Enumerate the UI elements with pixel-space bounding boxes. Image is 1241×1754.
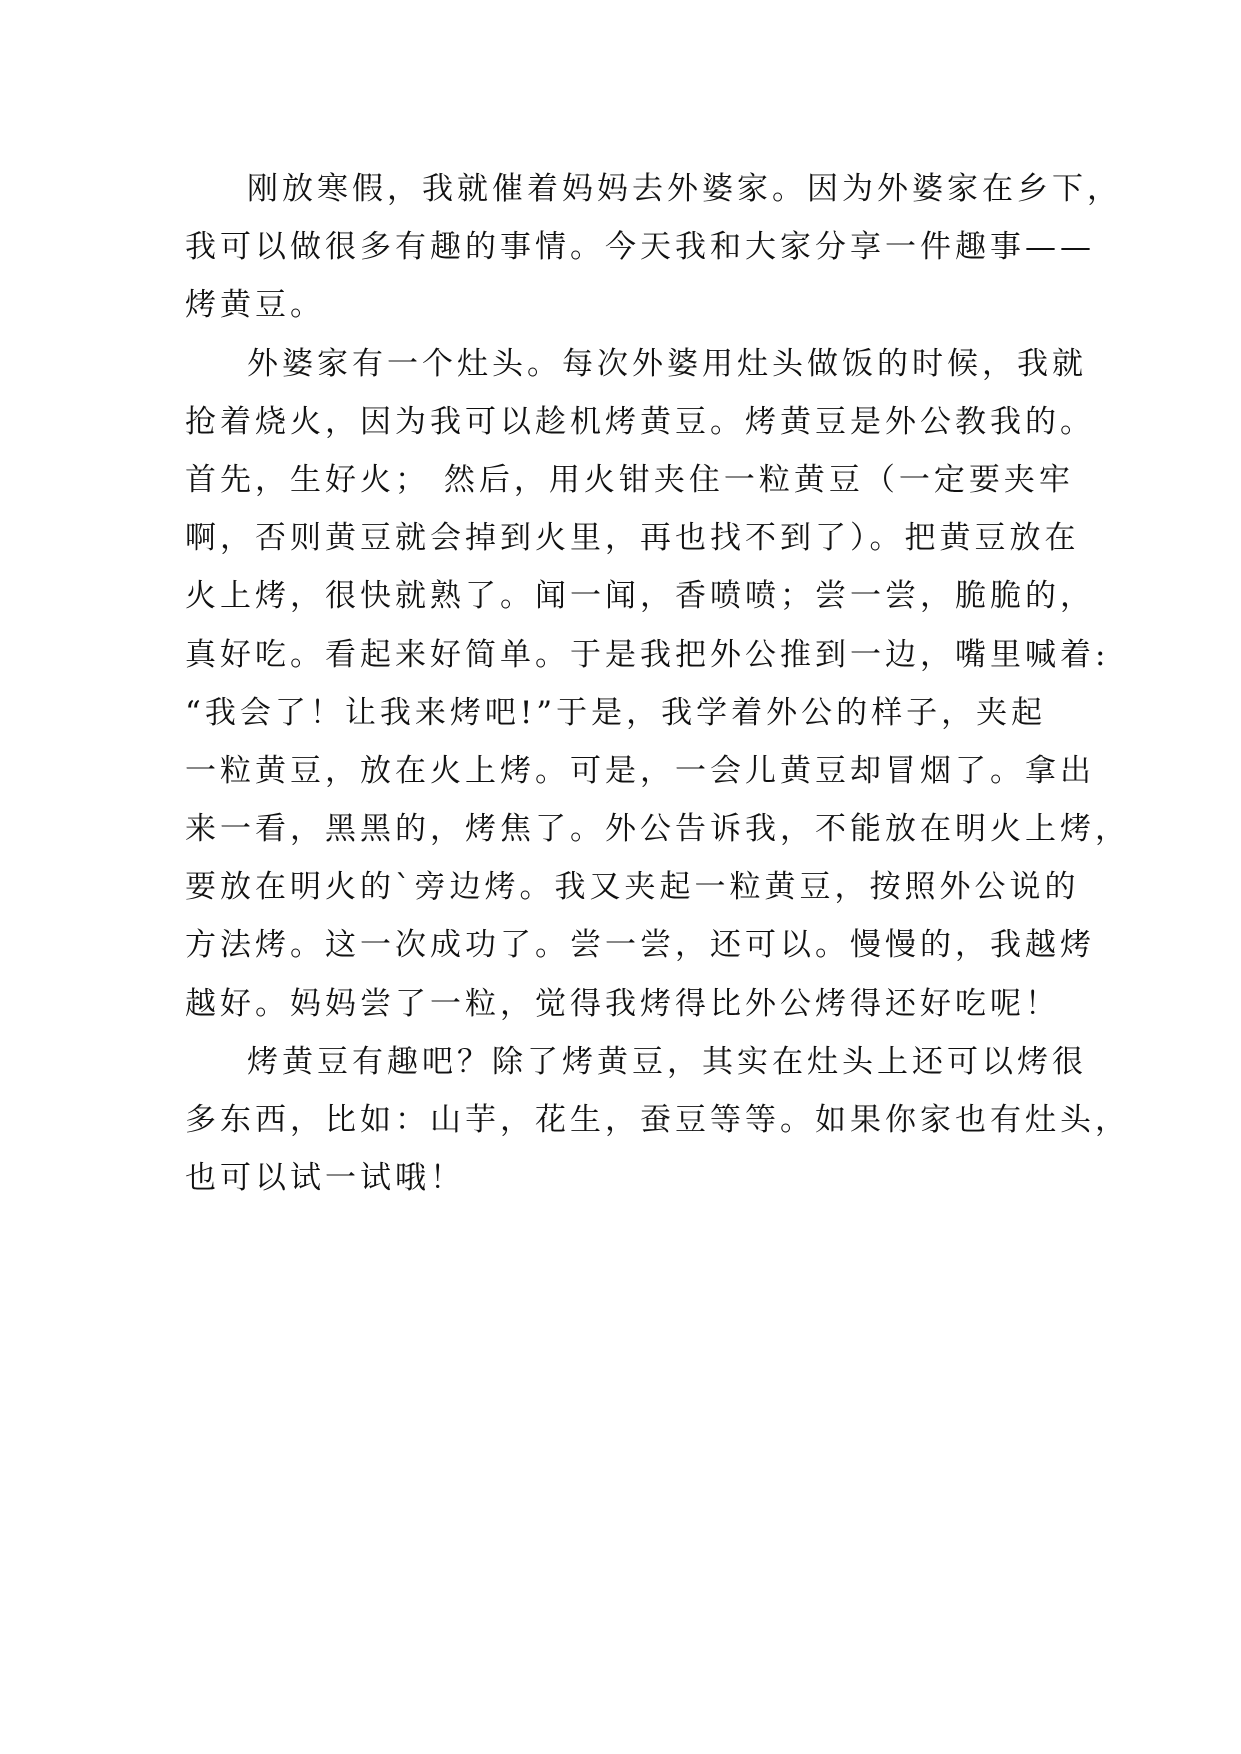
text-line: 方法烤。这一次成功了。尝一尝，还可以。慢慢的，我越烤 [185, 927, 1095, 964]
text-line: 越好。妈妈尝了一粒，觉得我烤得比外公烤得还好吃呢！ [185, 985, 1060, 1022]
text-line: 一粒黄豆，放在火上烤。可是，一会儿黄豆却冒烟了。拿出 [185, 752, 1095, 789]
text-line: “我会了！让我来烤吧!”于是，我学着外公的样子，夹起 [185, 694, 1047, 731]
text-line: 火上烤，很快就熟了。闻一闻，香喷喷；尝一尝，脆脆的， [185, 578, 1095, 615]
text-line: 真好吃。看起来好简单。于是我把外公推到一边，嘴里喊着: [185, 636, 1110, 673]
text-line: 外婆家有一个灶头。每次外婆用灶头做饭的时候，我就 [247, 345, 1087, 382]
text-line: 来一看，黑黑的，烤焦了。外公告诉我，不能放在明火上烤， [185, 811, 1130, 848]
text-line: 我可以做很多有趣的事情。今天我和大家分享一件趣事—— [185, 229, 1095, 266]
text-line: 抢着烧火，因为我可以趁机烤黄豆。烤黄豆是外公教我的。 [185, 403, 1095, 440]
text-line: 首先，生好火； 然后，用火钳夹住一粒黄豆（一定要夹牢 [185, 461, 1074, 498]
text-line: 多东西，比如：山芋，花生，蚕豆等等。如果你家也有灶头， [185, 1102, 1130, 1138]
text-line: 啊，否则黄豆就会掉到火里，再也找不到了）。把黄豆放在 [185, 520, 1080, 557]
text-line: 也可以试一试哦！ [185, 1160, 465, 1197]
text-line: 刚放寒假，我就催着妈妈去外婆家。因为外婆家在乡下， [247, 171, 1122, 207]
essay-text [185, 160, 1130, 1207]
text-line: 烤黄豆有趣吧？除了烤黄豆，其实在灶头上还可以烤很 [247, 1043, 1087, 1080]
text-line: 烤黄豆。 [185, 287, 325, 324]
text-line: 要放在明火的`旁边烤。我又夹起一粒黄豆，按照外公说的 [185, 869, 1080, 906]
